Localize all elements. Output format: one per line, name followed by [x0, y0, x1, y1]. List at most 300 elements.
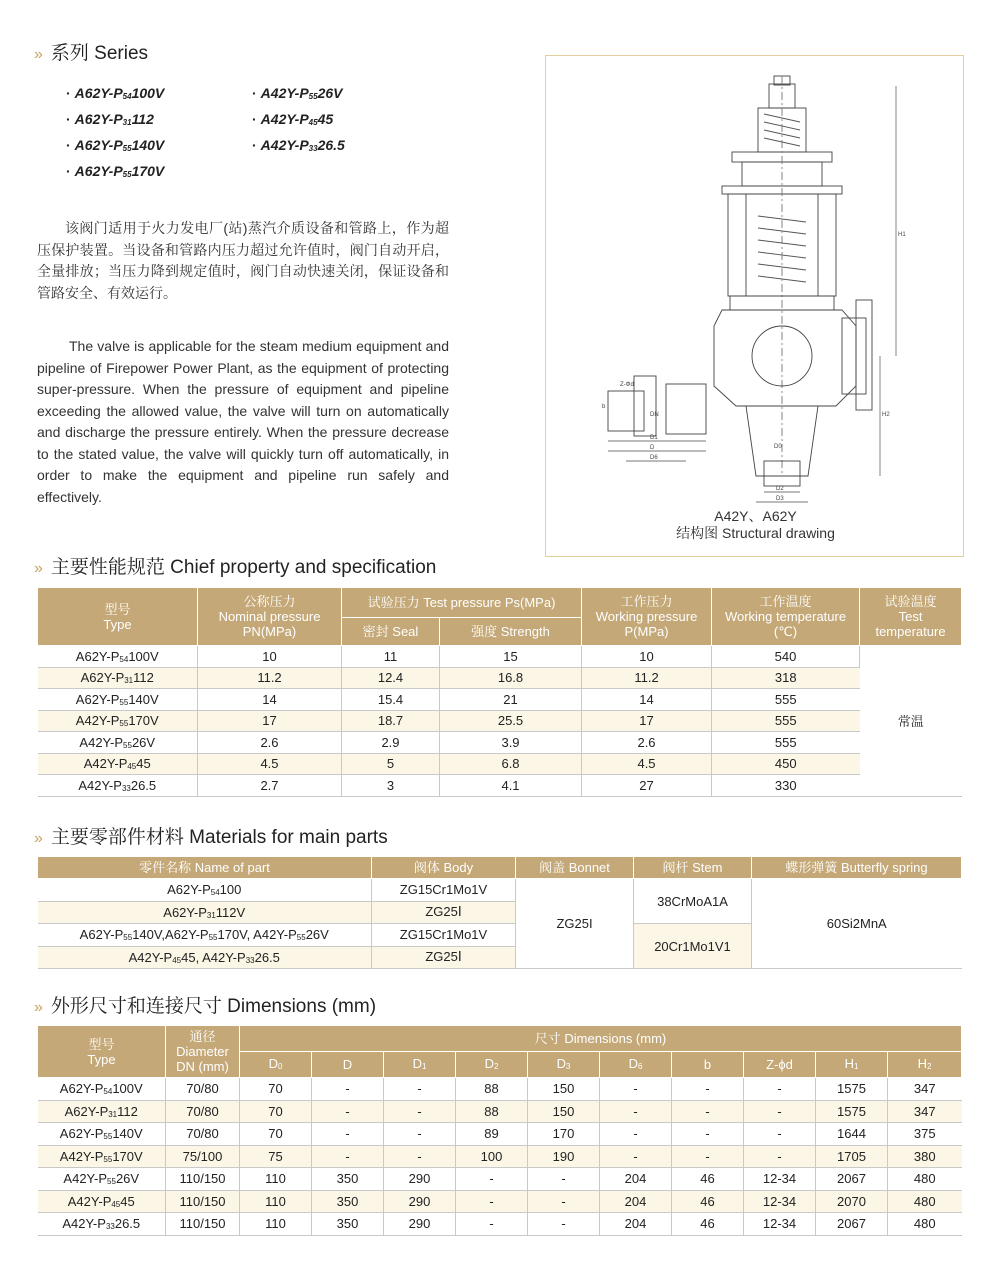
dims-cell-3: 88 — [456, 1078, 528, 1101]
model-suffix: 45 — [317, 111, 334, 127]
specs-header-seal: 密封 Seal — [342, 618, 440, 646]
dims-cell-type — [38, 1213, 166, 1236]
specs-cell-wt: 330 — [712, 775, 860, 797]
dims-cell-0: 110 — [240, 1213, 312, 1236]
specs-header-work-p: 工作压力 Working pressure P(MPa) — [582, 588, 712, 646]
model-suffix: 45 — [120, 1193, 135, 1209]
dims-header-col-0 — [240, 1052, 312, 1078]
valve-drawing — [546, 56, 965, 506]
label-d1: D1 — [650, 435, 658, 441]
dims-cell-2: 290 — [384, 1168, 456, 1191]
dims-cell-dn: 70/80 — [166, 1100, 240, 1123]
model-prefix: D — [342, 1057, 353, 1072]
specs-heading: » 主要性能规范 Chief property and specification — [34, 557, 437, 578]
specs-header-strength: 强度 Strength — [440, 618, 582, 646]
specs-cell-type — [38, 689, 198, 711]
intro-cn: 该阀门适用于火力发电厂(站)蒸汽介质设备和管路上，作为超压保护装置。当设备和管路内压力超过允许值时，阀门自动开启，全量排放；当压力降到规定值时，阀门自动快速关闭，保证设备和管路安全、有效运行。 — [37, 220, 449, 301]
model-subscript: 45 — [127, 762, 137, 772]
dims-cell-1: - — [312, 1123, 384, 1146]
model-suffix: 45, — [181, 949, 203, 965]
dims-cell-9: 480 — [888, 1168, 962, 1191]
series-item — [252, 108, 345, 134]
specs-cell-strength: 16.8 — [440, 667, 582, 689]
dims-cell-2: - — [384, 1123, 456, 1146]
dims-cell-8: 2070 — [816, 1190, 888, 1213]
model-subscript: 31 — [122, 118, 132, 127]
dims-cell-6: 46 — [672, 1168, 744, 1191]
model-prefix: A42Y-P — [78, 777, 122, 793]
specs-cell-type — [38, 710, 198, 732]
materials-table — [37, 856, 962, 969]
specs-cell-strength: 21 — [440, 689, 582, 711]
chevron-icon: » — [34, 830, 41, 847]
dims-cell-6: 46 — [672, 1213, 744, 1236]
dims-row — [38, 1078, 962, 1101]
model-prefix: A62Y-P — [74, 163, 123, 179]
model-subscript: 55 — [122, 144, 132, 153]
model-suffix: 112 — [133, 670, 154, 686]
model-suffix: 26.5 — [114, 1216, 141, 1232]
model-subscript: 33 — [308, 144, 318, 153]
dims-row — [38, 1123, 962, 1146]
model-suffix: 170V — [131, 163, 165, 179]
specs-row — [38, 689, 962, 711]
model-suffix: 100V — [128, 648, 159, 664]
model-suffix: 100V — [112, 1081, 143, 1097]
materials-cell-body: ZG15Cr1Mo1V — [372, 879, 516, 902]
model-suffix: 45 — [136, 756, 151, 772]
model-subscript: 3 — [565, 1061, 571, 1071]
specs-header-type: 型号 Type — [38, 588, 198, 646]
model-subscript: 33 — [121, 783, 131, 793]
model-suffix: 140V — [112, 1126, 143, 1142]
dims-cell-2: 290 — [384, 1213, 456, 1236]
materials-header-4: 蝶形弹簧 Butterfly spring — [752, 857, 962, 879]
dims-cell-6: - — [672, 1123, 744, 1146]
materials-cell-stem-top: 38CrMoA1A — [634, 879, 752, 924]
specs-cell-type — [38, 775, 198, 797]
materials-header-3: 阀杆 Stem — [634, 857, 752, 879]
dims-header-col-4 — [528, 1052, 600, 1078]
materials-cell-stem-bottom: 20Cr1Mo1V1 — [634, 924, 752, 969]
series-heading: » 系列 Series — [34, 43, 149, 64]
chevron-icon: » — [34, 999, 41, 1016]
model-suffix: 170V, — [217, 927, 254, 943]
model-prefix: A42Y-P — [202, 949, 246, 965]
dims-cell-type — [38, 1190, 166, 1213]
specs-cell-wt: 318 — [712, 667, 860, 689]
specs-cell-type — [38, 646, 198, 668]
model-prefix: D — [412, 1055, 422, 1071]
dims-row — [38, 1213, 962, 1236]
model-suffix: 140V, — [132, 927, 165, 943]
model-suffix: 112 — [117, 1103, 138, 1119]
label-h1: H1 — [898, 232, 906, 238]
model-suffix: 170V — [128, 713, 159, 729]
drawing-caption — [546, 508, 965, 542]
specs-cell-wt: 540 — [712, 646, 860, 668]
materials-cell-part — [38, 946, 372, 969]
model-suffix: 170V — [112, 1148, 143, 1164]
model-subscript: 55 — [208, 933, 218, 943]
specs-cell-strength: 6.8 — [440, 753, 582, 775]
model-prefix: A42Y-P — [67, 1193, 112, 1209]
label-d6: D6 — [650, 455, 658, 461]
dims-header-col-7 — [744, 1052, 816, 1078]
dims-cell-1: - — [312, 1078, 384, 1101]
specs-cell-pn: 10 — [198, 646, 342, 668]
materials-header-1: 阀体 Body — [372, 857, 516, 879]
dims-header-col-1 — [312, 1052, 384, 1078]
model-subscript: 6 — [637, 1061, 643, 1071]
materials-row — [38, 879, 962, 902]
model-subscript: 55 — [107, 1177, 116, 1187]
model-subscript: 2 — [927, 1061, 932, 1071]
model-subscript: 33 — [105, 1222, 115, 1232]
dims-cell-4: 190 — [528, 1145, 600, 1168]
dims-cell-5: 204 — [600, 1213, 672, 1236]
specs-row — [38, 775, 962, 797]
dims-cell-dn: 110/150 — [166, 1168, 240, 1191]
model-prefix: D — [556, 1055, 566, 1071]
materials-cell-part — [38, 901, 372, 924]
dims-cell-6: 46 — [672, 1190, 744, 1213]
dims-cell-4: 150 — [528, 1100, 600, 1123]
dims-heading: » 外形尺寸和连接尺寸 Dimensions (mm) — [34, 996, 377, 1017]
dims-cell-8: 1575 — [816, 1078, 888, 1101]
dims-cell-3: 88 — [456, 1100, 528, 1123]
model-subscript: 55 — [123, 933, 133, 943]
series-list-left — [66, 82, 164, 186]
model-prefix: D — [628, 1055, 638, 1071]
dims-cell-9: 480 — [888, 1190, 962, 1213]
specs-cell-wp: 11.2 — [582, 667, 712, 689]
materials-header-0: 零件名称 Name of part — [38, 857, 372, 879]
specs-header-pn: 公称压力 Nominal pressure PN(MPa) — [198, 588, 342, 646]
specs-cell-wp: 10 — [582, 646, 712, 668]
dims-cell-7: 12-34 — [744, 1213, 816, 1236]
label-dn: DN — [650, 412, 659, 418]
specs-cell-seal: 11 — [342, 646, 440, 668]
dims-cell-type — [38, 1100, 166, 1123]
dims-cell-7: 12-34 — [744, 1168, 816, 1191]
chevron-icon: » — [34, 46, 41, 63]
specs-cell-wp: 2.6 — [582, 732, 712, 754]
dims-cell-4: - — [528, 1190, 600, 1213]
model-subscript: 54 — [210, 888, 220, 898]
model-prefix: A62Y-P — [74, 85, 123, 101]
model-subscript: 45 — [111, 1199, 121, 1209]
dims-cell-1: 350 — [312, 1190, 384, 1213]
dims-cell-8: 2067 — [816, 1213, 888, 1236]
model-subscript: 45 — [308, 118, 318, 127]
model-prefix: A42Y-P — [83, 756, 128, 772]
label-z-phi-d: Z-Φd — [620, 382, 634, 388]
model-prefix: A62Y-P — [163, 904, 207, 920]
dims-header-col-6 — [672, 1052, 744, 1078]
model-subscript: 55 — [103, 1154, 113, 1164]
model-prefix: A62Y-P — [75, 648, 120, 664]
dims-row — [38, 1190, 962, 1213]
specs-row — [38, 646, 962, 668]
dims-cell-0: 75 — [240, 1145, 312, 1168]
dims-header-col-9 — [888, 1052, 962, 1078]
model-prefix: D — [268, 1055, 278, 1071]
specs-cell-pn: 14 — [198, 689, 342, 711]
model-subscript: 54 — [119, 654, 129, 664]
specs-cell-strength: 4.1 — [440, 775, 582, 797]
model-subscript: 31 — [108, 1109, 118, 1119]
materials-cell-body: ZG25Ⅰ — [372, 901, 516, 924]
materials-cell-part — [38, 924, 372, 947]
model-prefix: A62Y-P — [75, 691, 120, 707]
model-suffix: 26.5 — [317, 137, 345, 153]
model-prefix: A42Y-P — [75, 713, 120, 729]
model-subscript: 55 — [103, 1132, 113, 1142]
dims-cell-7: - — [744, 1145, 816, 1168]
specs-cell-pn: 17 — [198, 710, 342, 732]
specs-cell-strength: 3.9 — [440, 732, 582, 754]
model-subscript: 55 — [119, 719, 129, 729]
dims-cell-0: 70 — [240, 1100, 312, 1123]
series-item — [252, 82, 345, 108]
series-item — [66, 134, 164, 160]
specs-cell-type — [38, 753, 198, 775]
model-suffix: 112V — [215, 904, 246, 920]
dims-cell-5: 204 — [600, 1190, 672, 1213]
specs-cell-seal: 2.9 — [342, 732, 440, 754]
model-prefix: A62Y-P — [59, 1126, 104, 1142]
dims-cell-1: - — [312, 1100, 384, 1123]
dims-cell-8: 2067 — [816, 1168, 888, 1191]
specs-cell-test-temp: 常温 — [860, 646, 962, 797]
model-suffix: 26.5 — [254, 949, 280, 965]
model-subscript: 54 — [122, 92, 132, 101]
specs-cell-type — [38, 667, 198, 689]
model-prefix: A62Y-P — [74, 111, 123, 127]
model-suffix: 26V — [317, 85, 343, 101]
model-prefix: A42Y-P — [62, 1216, 106, 1232]
chevron-icon: » — [34, 560, 41, 577]
series-item — [66, 82, 164, 108]
model-prefix: A62Y-P — [74, 137, 123, 153]
specs-cell-pn: 11.2 — [198, 667, 342, 689]
model-subscript: 1 — [421, 1061, 427, 1071]
dims-cell-1: 350 — [312, 1213, 384, 1236]
dims-header-dn: 通径 Diameter DN (mm) — [166, 1026, 240, 1078]
specs-header-work-t: 工作温度 Working temperature (℃) — [712, 588, 860, 646]
specs-cell-pn: 4.5 — [198, 753, 342, 775]
model-prefix: A62Y-P — [167, 882, 211, 898]
dims-cell-9: 380 — [888, 1145, 962, 1168]
model-subscript: 31 — [124, 676, 134, 686]
dims-cell-0: 70 — [240, 1123, 312, 1146]
model-subscript: 55 — [123, 740, 132, 750]
specs-header-test: 试验压力 Test pressure Ps(MPa) — [342, 588, 582, 618]
specs-cell-wp: 14 — [582, 689, 712, 711]
materials-cell-body: ZG25Ⅰ — [372, 946, 516, 969]
dims-cell-4: 170 — [528, 1123, 600, 1146]
drawing-caption-model: A42Y、A62Y — [714, 508, 797, 524]
model-subscript: 31 — [206, 910, 216, 920]
specs-cell-strength: 25.5 — [440, 710, 582, 732]
model-subscript: 55 — [308, 92, 318, 101]
dims-header-col-8 — [816, 1052, 888, 1078]
dims-table — [37, 1025, 962, 1236]
materials-cell-spring: 60Si2MnA — [752, 879, 962, 969]
dims-cell-3: 89 — [456, 1123, 528, 1146]
dims-cell-6: - — [672, 1078, 744, 1101]
materials-cell-body: ZG15Cr1Mo1V — [372, 924, 516, 947]
dims-cell-dn: 110/150 — [166, 1213, 240, 1236]
label-h2: H2 — [882, 412, 890, 418]
specs-header-test-t: 试验温度 Test temperature — [860, 588, 962, 646]
model-prefix: A62Y-P — [164, 927, 209, 943]
model-prefix: A62Y-P — [80, 670, 125, 686]
materials-heading: » 主要零部件材料 Materials for main parts — [34, 827, 388, 848]
label-d: D — [650, 445, 655, 451]
model-prefix: A42Y-P — [59, 1148, 104, 1164]
specs-row — [38, 710, 962, 732]
model-prefix: A42Y-P — [63, 1171, 108, 1187]
dims-cell-5: 204 — [600, 1168, 672, 1191]
specs-cell-pn: 2.6 — [198, 732, 342, 754]
specs-row — [38, 667, 962, 689]
specs-cell-strength: 15 — [440, 646, 582, 668]
dims-cell-9: 480 — [888, 1213, 962, 1236]
dims-cell-type — [38, 1123, 166, 1146]
dims-cell-7: 12-34 — [744, 1190, 816, 1213]
dims-cell-5: - — [600, 1078, 672, 1101]
dims-cell-2: - — [384, 1100, 456, 1123]
structural-drawing-box — [545, 55, 964, 557]
label-b: b — [602, 404, 606, 410]
model-subscript: 0 — [277, 1061, 283, 1071]
label-d2: D2 — [776, 486, 784, 492]
dims-cell-3: 100 — [456, 1145, 528, 1168]
drawing-caption-title: 结构图 Structural drawing — [676, 525, 835, 541]
dims-cell-6: - — [672, 1145, 744, 1168]
dims-cell-dn: 70/80 — [166, 1078, 240, 1101]
series-item — [66, 160, 164, 186]
dims-cell-8: 1644 — [816, 1123, 888, 1146]
specs-cell-wp: 27 — [582, 775, 712, 797]
intro-en: The valve is applicable for the steam medium equipment and pipeline of Firepower Power Plant, as the equipment of protecting super-pressure. When the pressure of equipment and pipeline exceeding the allowed value, the valve will turn on automatically and discharge the pressure entirely. When the pressure decrease to the stated value, the valve will quickly turn off automatically, in order to make the equipment and pipeline run safely and effectively. — [37, 338, 449, 505]
dims-cell-type — [38, 1078, 166, 1101]
dims-cell-7: - — [744, 1078, 816, 1101]
dims-cell-0: 70 — [240, 1078, 312, 1101]
series-item — [252, 134, 345, 160]
dims-cell-4: 150 — [528, 1078, 600, 1101]
dims-cell-5: - — [600, 1145, 672, 1168]
model-subscript: 55 — [122, 170, 132, 179]
model-subscript: 45 — [172, 955, 182, 965]
specs-cell-seal: 18.7 — [342, 710, 440, 732]
model-suffix: 100V — [131, 85, 165, 101]
model-prefix: A42Y-P — [128, 949, 173, 965]
materials-cell-part — [38, 879, 372, 902]
model-prefix: A42Y-P — [260, 85, 309, 101]
dims-row — [38, 1168, 962, 1191]
dims-cell-5: - — [600, 1123, 672, 1146]
model-prefix: A42Y-P — [260, 111, 309, 127]
dims-cell-dn: 110/150 — [166, 1190, 240, 1213]
model-suffix: 26.5 — [130, 777, 157, 793]
dims-cell-dn: 75/100 — [166, 1145, 240, 1168]
label-d3: D3 — [776, 496, 784, 502]
dims-cell-5: - — [600, 1100, 672, 1123]
model-suffix: 26V — [115, 1171, 140, 1187]
model-suffix: 140V — [128, 691, 159, 707]
model-subscript: 1 — [853, 1061, 859, 1071]
model-prefix: Z-ϕd — [766, 1057, 793, 1072]
model-prefix: H — [917, 1055, 927, 1071]
specs-row — [38, 732, 962, 754]
specs-cell-wp: 4.5 — [582, 753, 712, 775]
model-prefix: D — [484, 1055, 494, 1071]
dims-header-col-5 — [600, 1052, 672, 1078]
dims-cell-9: 347 — [888, 1078, 962, 1101]
series-item — [66, 108, 164, 134]
model-suffix: 100 — [219, 882, 242, 898]
model-prefix: H — [844, 1055, 854, 1071]
dims-cell-2: - — [384, 1078, 456, 1101]
specs-cell-wt: 555 — [712, 732, 860, 754]
specs-cell-seal: 3 — [342, 775, 440, 797]
dims-cell-8: 1575 — [816, 1100, 888, 1123]
dims-cell-9: 375 — [888, 1123, 962, 1146]
model-prefix: A42Y-P — [260, 137, 309, 153]
label-d0: D0 — [774, 444, 782, 450]
dims-cell-3: - — [456, 1168, 528, 1191]
dims-cell-3: - — [456, 1190, 528, 1213]
specs-cell-seal: 12.4 — [342, 667, 440, 689]
dims-cell-0: 110 — [240, 1190, 312, 1213]
model-prefix: A62Y-P — [64, 1103, 109, 1119]
model-subscript: 55 — [119, 697, 129, 707]
model-prefix: A42Y-P — [79, 734, 124, 750]
specs-cell-pn: 2.7 — [198, 775, 342, 797]
dims-header-type: 型号 Type — [38, 1026, 166, 1078]
dims-cell-2: - — [384, 1145, 456, 1168]
dims-cell-1: - — [312, 1145, 384, 1168]
specs-row — [38, 753, 962, 775]
dims-cell-2: 290 — [384, 1190, 456, 1213]
dims-row — [38, 1145, 962, 1168]
dims-header-col-2 — [384, 1052, 456, 1078]
model-suffix: 26V — [305, 927, 329, 943]
dims-cell-7: - — [744, 1100, 816, 1123]
dims-cell-6: - — [672, 1100, 744, 1123]
dims-cell-7: - — [744, 1123, 816, 1146]
model-prefix: A62Y-P — [79, 927, 124, 943]
specs-cell-seal: 15.4 — [342, 689, 440, 711]
materials-header-2: 阀盖 Bonnet — [516, 857, 634, 879]
model-subscript: 55 — [296, 933, 306, 943]
model-subscript: 33 — [245, 955, 255, 965]
series-list-right — [252, 82, 345, 160]
specs-cell-seal: 5 — [342, 753, 440, 775]
dims-header-col-3 — [456, 1052, 528, 1078]
model-prefix: A62Y-P — [59, 1081, 104, 1097]
dims-cell-9: 347 — [888, 1100, 962, 1123]
specs-cell-wt: 450 — [712, 753, 860, 775]
model-suffix: 112 — [131, 111, 154, 127]
model-subscript: 54 — [103, 1087, 113, 1097]
dims-cell-1: 350 — [312, 1168, 384, 1191]
specs-table — [37, 587, 962, 797]
dims-cell-type — [38, 1145, 166, 1168]
